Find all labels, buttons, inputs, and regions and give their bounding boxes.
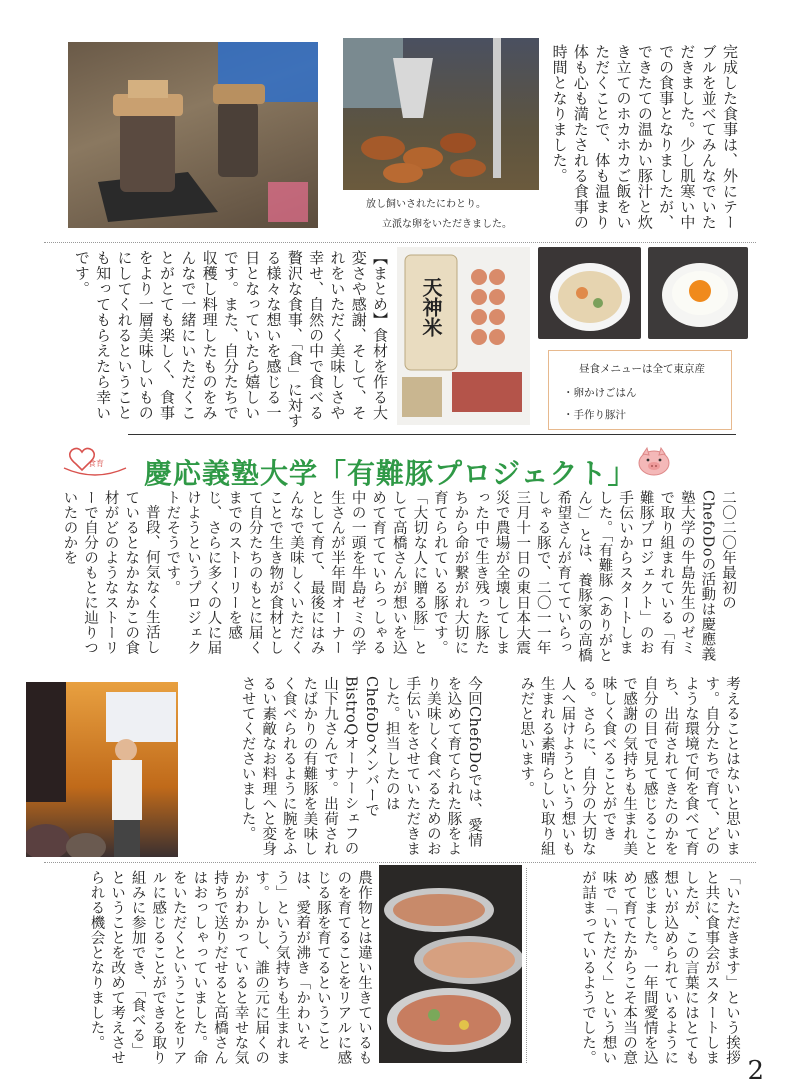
chicken-caption-2: 立派な卵をいただきました。 — [382, 219, 512, 230]
summary-text — [60, 250, 390, 432]
rice-bag-label: 天神米 — [419, 277, 443, 337]
right-mid-text: 考えることはないと思います。自分たちで育て、どのような環境で何を食べて育ち、出荷されてきたのかを自分の目で見て感じることで感謝の気持ちも生まれ美味しく食べることができる。さらに、自分の大切な人へ届けようという想いも生まれる素晴らしい取り組みだと思います。 — [518, 676, 740, 856]
stoves-photo — [68, 42, 318, 228]
rice-eggs-photo — [397, 247, 530, 425]
soup-photo — [538, 247, 641, 339]
top-right-text: 完成した食事は、外にテーブルを並べてみんなでいただきました。少し肌寒い中での食事となりましたが、できたての温かい豚汁と炊き立てのホカホカご飯をいただくことで、体も温まり体も心も満たされる食事の時間となりました。 — [550, 44, 739, 230]
chicken-caption-1: 放し飼いされたにわとり。 — [366, 199, 486, 210]
page-title: 慶応義塾大学「有難豚プロジェクト」 — [144, 457, 637, 490]
bottom-mid-text: 農作物とは違い生きているものを育てることをリアルに感じる豚を育てるということは、愛着が沸き「かわいそう」という気持ちも生まれます。しかし、誰の元に届くのかがわかっていると幸せな気持ちで送りだせると高橋さんはおっしゃっていました。命をいただくということをリアルに感じることができる取り組みに参加でき、「食べる」ということを改めて考えさせられる機会となりました。 — [88, 870, 372, 1065]
divider-bottom-vertical — [526, 868, 527, 1063]
pig-icon — [636, 446, 672, 478]
menu-item-egg-rice: ・卵かけごはん — [563, 387, 637, 399]
bottom-right-text: 「いただきます」という挨拶と共に食事会がスタートしましたが、この言葉にはとても想いが込められているように感じました。一年間愛情を込めて育てたからこそ本当の意味で「いただく」という想いが詰まっているようでした。 — [579, 870, 740, 1065]
menu-box — [548, 350, 732, 430]
badge-text: 食育 — [88, 459, 104, 468]
divider-title — [128, 434, 736, 435]
divider-mid — [44, 862, 756, 863]
page-number: 2 — [747, 1056, 764, 1086]
chef-text: 今回ChefoDoでは、愛情を込めて育てられた豚をより美味しく食べるためのお手伝いをさせていただきました。担当したのはChefoDoメンバーでBistroQオーナーシェフの山下九さんです。出荷されたばかりの有難豚を美味しく食べられるように腕をふるい素敵なお料理へと変身させてくださいました。 — [239, 676, 482, 856]
menu-title: 昼食メニューは全て東京産 — [579, 363, 705, 375]
project-text-1: 二〇二〇年最初のChefoDoの活動は慶應義塾大学の牛島先生のゼミで取り組まれている「有難豚プロジェクト」のお手伝いからスタートしました。「有難豚（ありがとん）」とは、養豚家の高橋希望さんが育てていらっしゃる豚で、二〇一一年三月十一日の東日本大震災で農場が全壊してしまった中で生き残った豚たちから命が繋がれ大切に育てられている豚です。「大切な人に贈る豚」として高橋さんが想いを込めて育てていらっしゃる中の一頭を牛島ゼミの学生さんが半年間オーナーとして育て、最後にはみんなで美味しくいただくことで生き物が食材として自分たちのもとに届くまでのストーリーを感じ、さらに多くの人に届けようというプロジェクトだそうです。 — [164, 490, 736, 663]
platter-photo — [379, 865, 522, 1063]
summary-heading: 【まとめ】 — [371, 250, 389, 328]
summary-body: 食材を作る大変さや感謝、そして、それをいただく美味しさや幸せ、自然の中で食べる贅沢な食事、「食」に対する様々な想いを感じる一日となっていたら嬉しいです。また、自分たちで収穫し料理したものをみんなで一緒にいただくことがとても楽しく、食事をより一層美味しいものにしてくれるということも知ってもらえたら幸いです。 — [72, 250, 389, 429]
chickens-photo — [343, 38, 539, 190]
menu-item-pork-soup: ・手作り豚汁 — [563, 409, 626, 421]
project-text-2: 普段、何気なく生活しているとなかなかこの食材がどのようなストーリーで自分のもとに辿りついたのかを — [61, 490, 160, 655]
project-text — [42, 490, 738, 665]
divider-top — [44, 242, 756, 243]
badge — [62, 442, 128, 480]
chef-photo — [26, 682, 178, 857]
egg-rice-photo — [648, 247, 748, 339]
